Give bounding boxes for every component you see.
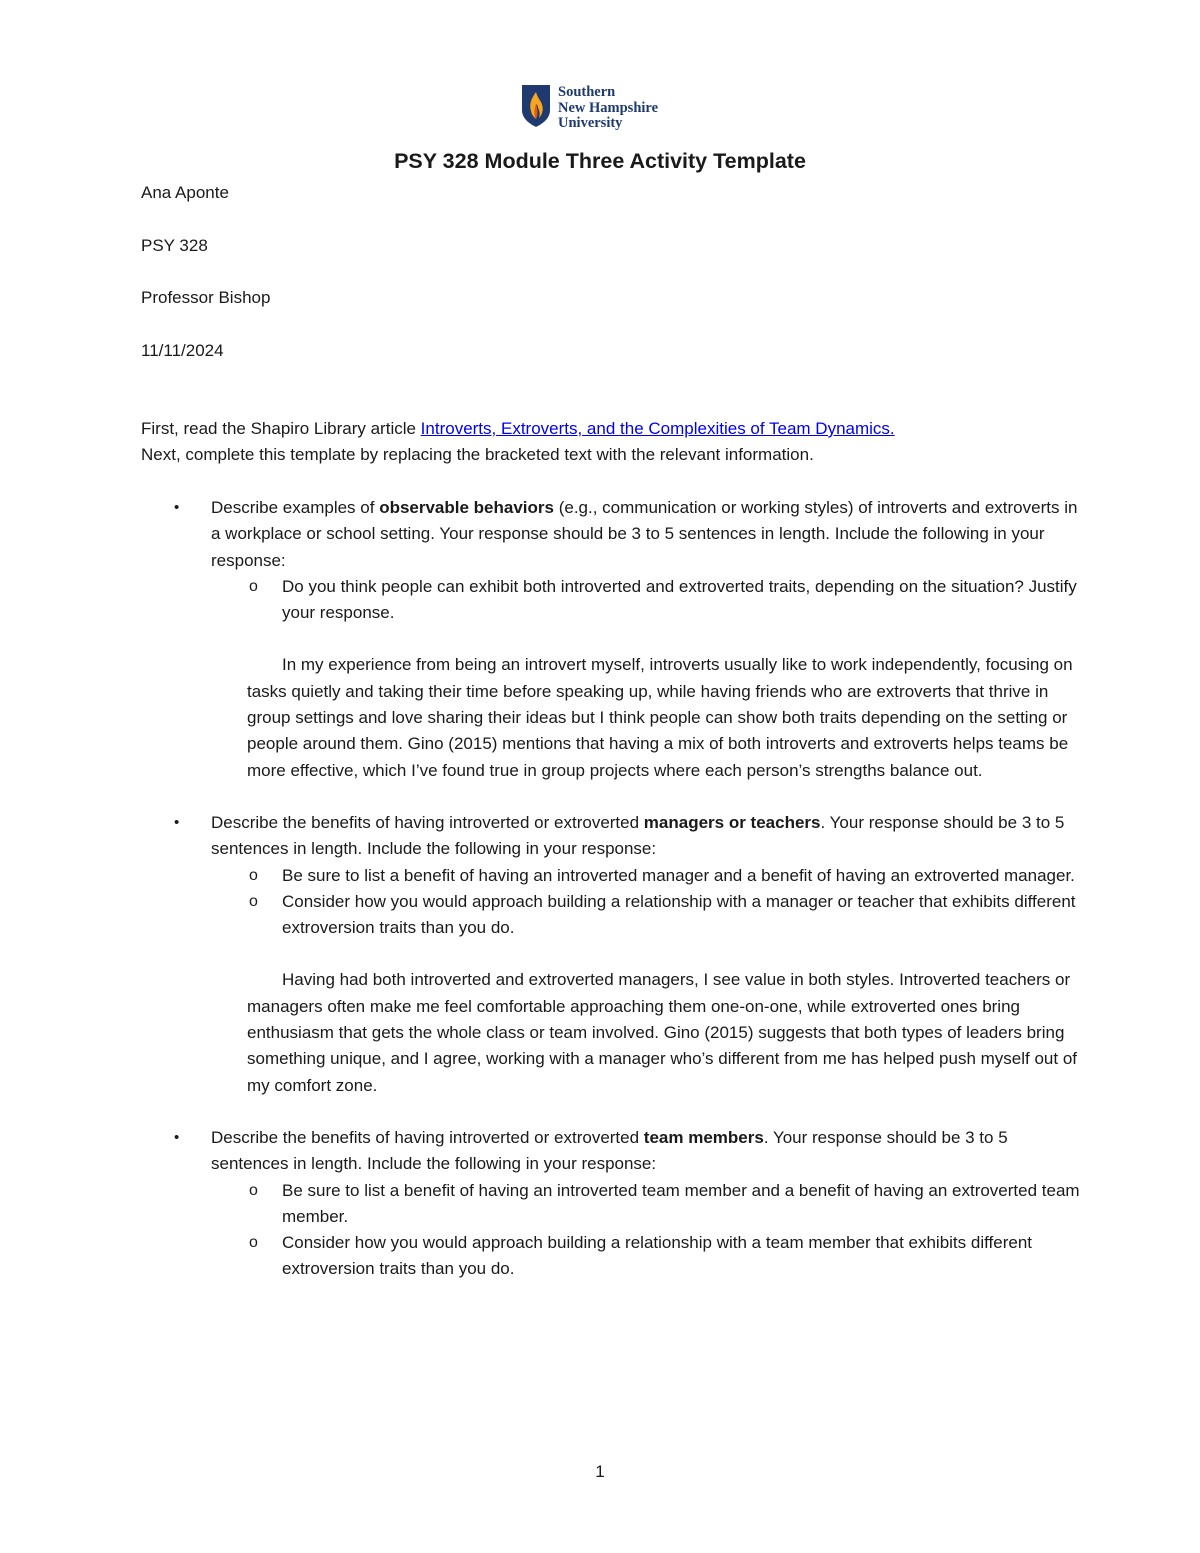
sub-bullet-icon: o: [249, 866, 258, 884]
intro-text: First, read the Shapiro Library article: [141, 419, 421, 438]
prompt-emphasis: observable behaviors: [379, 498, 554, 517]
sub-prompt-text: Do you think people can exhibit both introverted and extroverted traits, depending on the situation? Justify your response.: [282, 576, 1077, 623]
response-paragraph: Having had both introverted and extroverted managers, I see value in both styles. Introverted teachers or managers often make me feel comfortable approaching them one-on-one, while extroverted ones bring enthusiasm that gets the whole class or team involved. Gino (2015) suggests that both types of leaders bring something unique, and I agree, working with a manager who’s different from me has helped push myself out of my comfort zone.: [247, 970, 1078, 1095]
intro-line-2: Next, complete this template by replacing the bracketed text with the relevant information.: [141, 445, 814, 464]
prompt-text: . Your response should be 3 to 5 sentences in length. Include the following in your response:: [211, 1127, 1008, 1174]
logo-line: New Hampshire: [558, 99, 659, 116]
prompt-emphasis: managers or teachers: [643, 812, 821, 832]
logo-wordmark: [558, 85, 658, 132]
page-number: 1: [595, 1462, 605, 1481]
prompt-text: Describe the benefits of having introverted or extroverted: [211, 1127, 644, 1147]
prompt-emphasis: team members: [643, 1127, 764, 1147]
course-code: PSY 328: [141, 236, 208, 255]
logo-line: University: [558, 115, 623, 131]
sub-prompt-text: Consider how you would approach building a relationship with a manager or teacher that exhibits different extroversion traits than you do.: [282, 891, 1076, 938]
submission-date: 11/11/2024: [141, 341, 224, 360]
prompt-item: [141, 495, 1081, 574]
response-paragraph: In my experience from being an introvert myself, introverts usually like to work independently, focusing on tasks quietly and taking their time before speaking up, while having friends who are extroverts that thrive in group settings and love sharing their ideas but I think people can show both traits depending on the setting or people around them. Gino (2015) mentions that having a mix of both introverts and extroverts helps teams be more effective, which I’ve found true in group projects where each person’s strengths balance out.: [247, 655, 1073, 780]
bullet-icon: •: [174, 813, 180, 831]
sub-prompt-text: Be sure to list a benefit of having an introverted team member and a benefit of having an extroverted team member.: [282, 1180, 1080, 1226]
student-name: Ana Aponte: [141, 183, 229, 202]
logo-line: Southern: [558, 84, 616, 100]
bullet-icon: •: [174, 499, 180, 516]
sub-prompt-item: [141, 889, 1081, 942]
prompt-list: [141, 495, 1081, 1283]
prompt-text: . Your response should be 3 to 5 sentences in length. Include the following in your response:: [211, 812, 1065, 859]
prompt-item: [141, 1125, 1081, 1178]
sub-bullet-icon: o: [249, 577, 258, 595]
prompt-text: Describe examples of: [211, 498, 380, 517]
sub-prompt-item: [141, 1230, 1081, 1283]
document-title: PSY 328 Module Three Activity Template: [394, 149, 806, 173]
professor-name: Professor Bishop: [141, 288, 271, 307]
prompt-text: (e.g., communication or working styles) of introverts and extroverts in a workplace or school setting. Your response should be 3 to 5 sentences in length. Include the following in your response:: [211, 498, 1078, 570]
intro-line-1: [141, 416, 1081, 442]
article-link[interactable]: Introverts, Extroverts, and the Complexities of Team Dynamics.: [420, 419, 895, 438]
sub-prompt-text: Consider how you would approach building a relationship with a team member that exhibits different extroversion traits than you do.: [282, 1233, 1033, 1279]
sub-bullet-icon: o: [249, 1234, 258, 1252]
sub-prompt-item: [141, 574, 1081, 627]
prompt-item: [141, 810, 1081, 863]
sub-prompt-item: [141, 863, 1081, 889]
snhu-logo: [521, 84, 658, 132]
sub-prompt-item: [141, 1178, 1081, 1231]
flame-shield-icon: [521, 84, 551, 128]
sub-bullet-icon: o: [249, 1181, 258, 1199]
intro-paragraph: [141, 416, 1081, 468]
sub-bullet-icon: o: [249, 892, 258, 910]
bullet-icon: •: [174, 1128, 180, 1146]
prompt-text: Describe the benefits of having introverted or extroverted: [211, 812, 644, 832]
sub-prompt-text: Be sure to list a benefit of having an introverted manager and a benefit of having an extroverted manager.: [282, 865, 1075, 885]
